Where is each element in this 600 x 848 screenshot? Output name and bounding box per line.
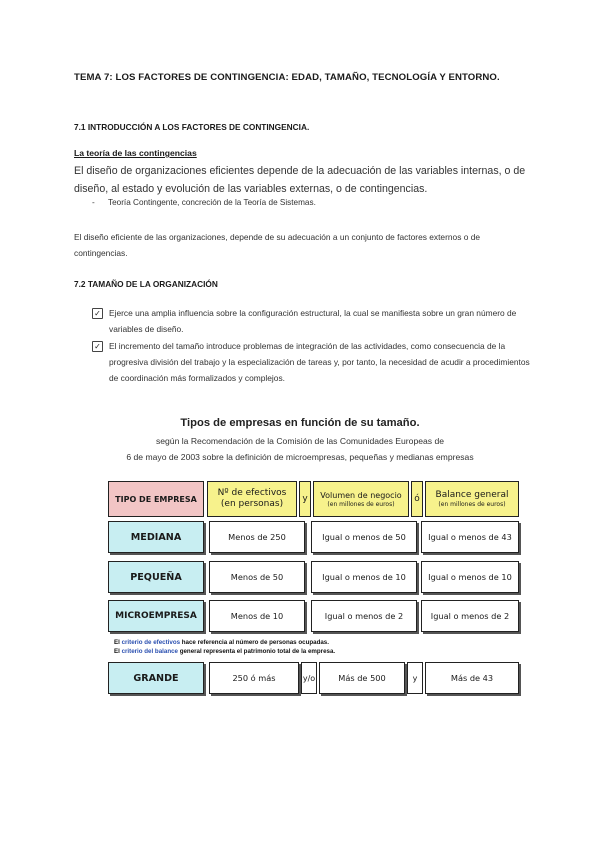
row-micro-efectivos: Menos de 10 bbox=[209, 600, 305, 632]
design-paragraph: El diseño eficiente de las organizaciones, depende de su adecuación a un conjunto de factores externos o de contingencias. bbox=[74, 232, 481, 258]
note-highlight: criterio de efectivos bbox=[121, 639, 181, 646]
header-o: ó bbox=[411, 481, 423, 517]
row-micro-volumen: Igual o menos de 2 bbox=[311, 600, 417, 632]
figure-title: Tipos de empresas en función de su tamaño. bbox=[180, 417, 420, 429]
note-efectivos bbox=[114, 639, 329, 646]
intro-paragraph: El diseño de organizaciones eficientes depende de la adecuación de las variables internas, o de diseño, al estado y evolución de las variables externas, o de contingencias. bbox=[74, 165, 526, 195]
row-mediana-volumen: Igual o menos de 50 bbox=[311, 521, 417, 553]
row-grande-volumen: Más de 500 bbox=[319, 662, 405, 694]
dash-list-item bbox=[92, 198, 316, 207]
header-efectivos-unit: (en personas) bbox=[220, 499, 284, 509]
header-volumen-label: Volumen de negocio bbox=[320, 490, 402, 500]
check-item bbox=[92, 305, 532, 337]
note-balance bbox=[114, 648, 335, 655]
checkbox-icon: ✓ bbox=[92, 308, 103, 319]
header-volumen-unit: (en millones de euros) bbox=[327, 500, 395, 508]
row-pequena-tipo: PEQUEÑA bbox=[108, 561, 204, 593]
checkbox-icon: ✓ bbox=[92, 341, 103, 352]
row-grande-efectivos: 250 ó más bbox=[209, 662, 299, 694]
row-micro-balance: Igual o menos de 2 bbox=[421, 600, 519, 632]
header-balance-unit: (en millones de euros) bbox=[438, 500, 506, 508]
row-micro-tipo: MICROEMPRESA bbox=[108, 600, 204, 632]
row-mediana-balance: Igual o menos de 43 bbox=[421, 521, 519, 553]
header-balance bbox=[425, 481, 519, 517]
header-tipo: TIPO DE EMPRESA bbox=[108, 481, 204, 517]
note-text: El bbox=[114, 639, 122, 646]
row-mediana-tipo: MEDIANA bbox=[108, 521, 204, 553]
row-grande-balance: Más de 43 bbox=[425, 662, 519, 694]
section-heading-intro: 7.1 INTRODUCCIÓN A LOS FACTORES DE CONTINGENCIA. bbox=[74, 122, 310, 132]
dash-item-text: Teoría Contingente, concreción de la Teoría de Sistemas. bbox=[108, 198, 316, 207]
document-title: TEMA 7: LOS FACTORES DE CONTINGENCIA: EDAD, TAMAÑO, TECNOLOGÍA Y ENTORNO. bbox=[74, 72, 500, 83]
row-pequena-volumen: Igual o menos de 10 bbox=[311, 561, 417, 593]
header-volumen bbox=[313, 481, 409, 517]
header-balance-label: Balance general bbox=[435, 489, 509, 500]
subheading-contingency-theory: La teoría de las contingencias bbox=[74, 148, 197, 158]
row-grande-tipo: GRANDE bbox=[108, 662, 204, 694]
check-item bbox=[92, 338, 532, 386]
row-mediana-efectivos: Menos de 250 bbox=[209, 521, 305, 553]
check-item-text: El incremento del tamaño introduce problemas de integración de las actividades, como consecuencia de la progresiva división del trabajo y la especialización de tareas y, por tanto, la necesidad de acudir a procedimientos de coordinación más formalizados y complejos. bbox=[109, 341, 530, 383]
header-y: y bbox=[299, 481, 311, 517]
row-grande-sep-yo: y/o bbox=[301, 662, 317, 694]
section-heading-size: 7.2 TAMAÑO DE LA ORGANIZACIÓN bbox=[74, 279, 218, 289]
row-pequena-efectivos: Menos de 50 bbox=[209, 561, 305, 593]
check-item-text: Ejerce una amplia influencia sobre la configuración estructural, la cual se manifiesta sobre un gran número de variables de diseño. bbox=[109, 308, 517, 334]
figure-subtitle-2: 6 de mayo de 2003 sobre la definición de microempresas, pequeñas y medianas empresas bbox=[126, 452, 474, 462]
header-efectivos-label: Nº de efectivos bbox=[217, 488, 287, 498]
dash-bullet: - bbox=[92, 198, 95, 207]
figure-subtitle-1: según la Recomendación de la Comisión de las Comunidades Europeas de bbox=[155, 436, 445, 446]
note-text: El bbox=[114, 648, 122, 655]
row-pequena-balance: Igual o menos de 10 bbox=[421, 561, 519, 593]
header-efectivos bbox=[207, 481, 297, 517]
note-text: general representa el patrimonio total de la empresa. bbox=[177, 648, 336, 655]
note-text: hace referencia al número de personas ocupadas. bbox=[180, 639, 329, 646]
row-grande-sep-y: y bbox=[407, 662, 423, 694]
note-highlight: criterio del balance bbox=[121, 648, 178, 655]
